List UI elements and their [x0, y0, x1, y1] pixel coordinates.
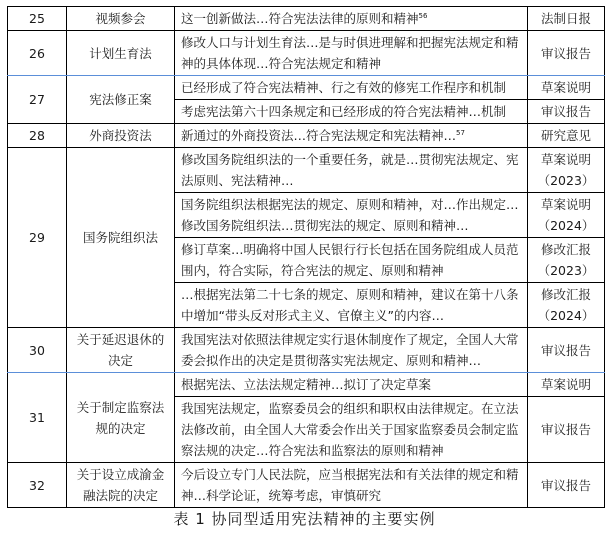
row-name: 计划生育法 — [67, 31, 175, 76]
row-content: 修改人口与计划生育法…是与时俱进理解和把握宪法规定和精神的具体体现…符合宪法规定和精神 — [175, 31, 528, 76]
row-number: 30 — [8, 328, 67, 373]
row-name: 视频参会 — [67, 7, 175, 31]
row-content: 修改国务院组织法的一个重要任务，就是…贯彻宪法规定、宪法原则、宪法精神… — [175, 148, 528, 193]
row-number: 31 — [8, 373, 67, 463]
row-content: 考虑宪法第六十四条规定和已经形成的符合宪法精神…机制 — [175, 100, 528, 124]
row-number: 27 — [8, 76, 67, 124]
table-row — [8, 148, 605, 193]
row-content: 我国宪法对依照法律规定实行退休制度作了规定，全国人大常委会拟作出的决定是贯彻落实宪法规定、原则和精神… — [175, 328, 528, 373]
table-row — [8, 76, 605, 100]
row-content — [175, 7, 528, 31]
row-content — [175, 124, 528, 148]
row-content: …根据宪法第二十七条的规定、原则和精神，建议在第十八条中增加“带头反对形式主义、官僚主义”的内容… — [175, 283, 528, 328]
row-source: 草案说明 — [528, 76, 605, 100]
row-source: 草案说明 — [528, 373, 605, 397]
content-text: 新通过的外商投资法…符合宪法规定和宪法精神… — [181, 128, 457, 143]
row-source: 审议报告 — [528, 100, 605, 124]
row-source: 法制日报 — [528, 7, 605, 31]
row-source: 修改汇报（2023） — [528, 238, 605, 283]
row-number: 29 — [8, 148, 67, 328]
row-source: 草案说明（2023） — [528, 148, 605, 193]
table-container — [7, 6, 604, 508]
row-content: 修订草案…明确将中国人民银行行长包括在国务院组成人员范围内，符合实际，符合宪法的规定、原则和精神 — [175, 238, 528, 283]
row-name: 关于制定监察法规的决定 — [67, 373, 175, 463]
row-source: 审议报告 — [528, 31, 605, 76]
row-content: 我国宪法规定，监察委员会的组织和职权由法律规定。在立法法修改前，由全国人大常委会作出关于国家监察委员会制定监察法规的决定…符合宪法和监察法的原则和精神 — [175, 397, 528, 463]
row-name: 国务院组织法 — [67, 148, 175, 328]
table-caption: 表 1 协同型适用宪法精神的主要实例 — [173, 510, 436, 528]
row-name: 关于延迟退休的决定 — [67, 328, 175, 373]
row-content: 今后设立专门人民法院，应当根据宪法和有关法律的规定和精神…科学论证，统筹考虑，审慎研究 — [175, 463, 528, 508]
row-number: 28 — [8, 124, 67, 148]
row-name: 宪法修正案 — [67, 76, 175, 124]
row-content: 国务院组织法根据宪法的规定、原则和精神，对…作出规定…修改国务院组织法…贯彻宪法的规定、原则和精神… — [175, 193, 528, 238]
content-text: 这一创新做法…符合宪法法律的原则和精神 — [181, 11, 419, 26]
row-number: 32 — [8, 463, 67, 508]
row-content: 根据宪法、立法法规定精神…拟订了决定草案 — [175, 373, 528, 397]
footnote-marker: 56 — [418, 11, 428, 20]
row-content: 已经形成了符合宪法精神、行之有效的修宪工作程序和机制 — [175, 76, 528, 100]
row-source: 审议报告 — [528, 397, 605, 463]
row-source: 草案说明（2024） — [528, 193, 605, 238]
row-source: 研究意见 — [528, 124, 605, 148]
footnote-marker: 57 — [456, 128, 465, 137]
row-name: 关于设立成渝金融法院的决定 — [67, 463, 175, 508]
row-source: 修改汇报（2024） — [528, 283, 605, 328]
row-number: 25 — [8, 7, 67, 31]
row-name: 外商投资法 — [67, 124, 175, 148]
table-row — [8, 463, 605, 508]
examples-table — [7, 6, 605, 508]
row-number: 26 — [8, 31, 67, 76]
table-row — [8, 31, 605, 76]
table-row — [8, 7, 605, 31]
table-row — [8, 328, 605, 373]
table-row — [8, 124, 605, 148]
table-row — [8, 373, 605, 397]
row-source: 审议报告 — [528, 463, 605, 508]
row-source: 审议报告 — [528, 328, 605, 373]
